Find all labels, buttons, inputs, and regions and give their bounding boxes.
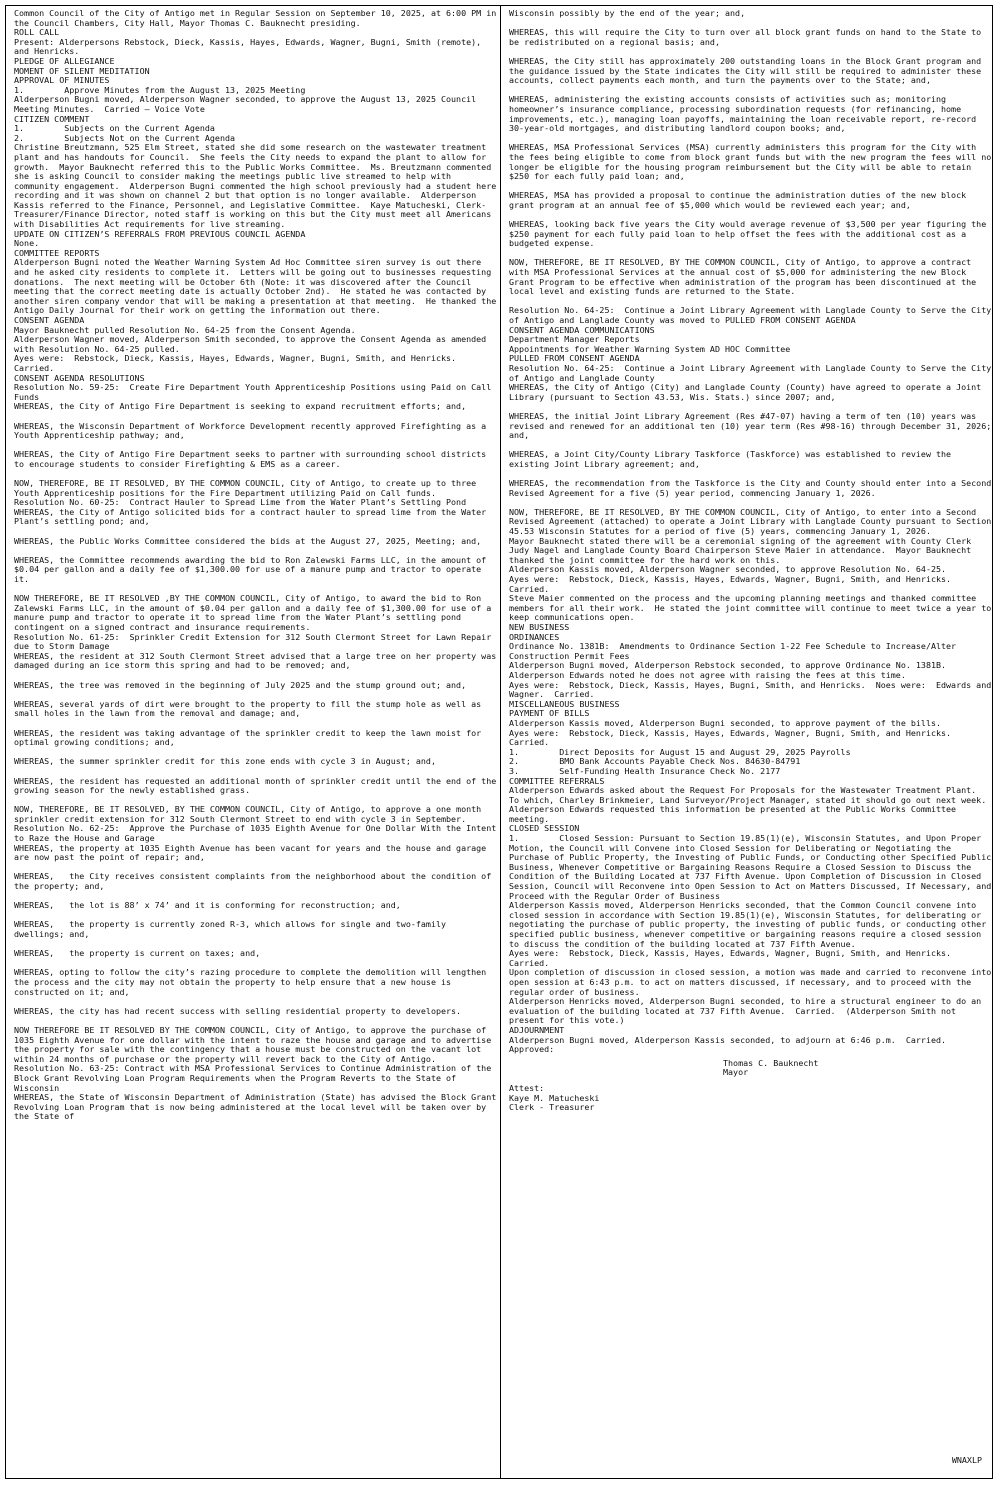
right-column-paragraph: Alderperson Henricks moved, Alderperson Bugni seconded, to hire a structural engineer to do an evaluation of the building located at 737 Fifth Avenue. Carried. (Alderperson Smith not present for this vote.): [509, 996, 987, 1026]
right-column-paragraph: Alderperson Kassis moved, Alderperson Wagner seconded, to approve Resolution No. 64-25.: [509, 564, 947, 575]
right-column-paragraph: Alderperson Bugni moved, Alderperson Kassis seconded, to adjourn at 6:46 p.m. Carried.: [509, 1034, 947, 1045]
left-column-paragraph: WHEREAS, the City of Antigo Fire Department seeks to partner with surrounding school districts to encourage students to consider Firefighting & EMS as a career.: [14, 449, 492, 469]
right-column-paragraph: Alderperson Kassis moved, Alderperson Bugni seconded, to approve payment of the bills.: [509, 717, 942, 728]
left-column-paragraph: WHEREAS, the State of Wisconsin Department of Administration (State) has advised the Block Grant Revolving Loan Program that is now being administered at the local level will be taken over by the State of: [14, 1092, 502, 1122]
right-column-paragraph: Mayor Bauknecht stated there will be a ceremonial signing of the agreement with County Clerk Judy Nagel and Langlade County Board Chairperson Steve Maier in attendance. Mayor Bauknecht thanked the joint committee for the hard work on this.: [509, 535, 977, 565]
right-column-paragraph: WHEREAS, a Joint City/County Library Taskforce (Taskforce) was established to review the existing Joint Library agreement; and,: [509, 449, 957, 469]
left-column-paragraph: NOW, THEREFORE, BE IT RESOLVED, BY THE COMMON COUNCIL, City of Antigo, to create up to three Youth Apprenticeship positions for the Fire Department utilizing Paid on Call funds.: [14, 478, 482, 498]
left-column-paragraph: Alderperson Bugni noted the Weather Warning System Ad Hoc Committee siren survey is out there and he asked city residents to complete it. Letters will be going out to businesses requesting donations. The next meeting will be October 6th (Note: it was discovered after the Council meeting that the correct meeting date is actually October 2nd). He stated he was contacted by another siren company vendor that will be making a presentation at that meeting. He thanked the Antigo Daily Journal for their work on getting the information out there.: [14, 257, 502, 316]
left-column-paragraph: Resolution No. 59-25: Create Fire Department Youth Apprenticeship Positions using Paid on Call Funds: [14, 382, 497, 402]
left-column-paragraph: WHEREAS, the property is current on taxes; and,: [14, 948, 261, 959]
left-column-paragraph: 1. Subjects on the Current Agenda: [14, 123, 215, 134]
left-column-paragraph: ROLL CALL: [14, 27, 60, 38]
right-column-paragraph: ADJOURNMENT: [509, 1024, 565, 1035]
left-column-paragraph: Alderperson Bugni moved, Alderperson Wagner seconded, to approve the August 13, 2025 Council Meeting Minutes. Carried – Voice Vote: [14, 94, 482, 114]
right-column-paragraph: NOW, THEREFORE, BE IT RESOLVED, BY THE COMMON COUNCIL, City of Antigo, to enter into a Second Revised Agreement (attached) to operate a Joint Library with Langlade County pursuant to Section 45.53 Wisconsin Statutes for a period of five (5) years, commencing January 1, 2026.: [509, 506, 997, 537]
left-column-paragraph: Resolution No. 60-25: Contract Hauler to Spread Lime from the Water Plant’s Settling Pond: [14, 497, 467, 508]
left-column: [14, 8, 502, 1122]
left-column-paragraph: Ayes were: Rebstock, Dieck, Kassis, Hayes, Edwards, Wagner, Bugni, Smith, and Henricks. Carried.: [14, 353, 467, 373]
left-column-paragraph: WHEREAS, the property is currently zoned R-3, which allows for single and two-family dwellings; and,: [14, 919, 452, 939]
right-column-paragraph: Appointments for Weather Warning System AD HOC Committee: [509, 343, 791, 354]
right-column-paragraph: Ordinance No. 1381B: Amendments to Ordinance Section 1-22 Fee Schedule to Increase/Alter Construction Permit Fees: [509, 641, 962, 661]
left-column-paragraph: COMMITTEE REPORTS: [14, 247, 100, 258]
right-column-paragraph: 3. Self-Funding Health Insurance Check No. 2177: [509, 765, 781, 776]
left-column-paragraph: WHEREAS, the property at 1035 Eighth Avenue has been vacant for years and the house and garage are now past the point of repair; and,: [14, 842, 492, 863]
right-column-paragraph: WHEREAS, the City of Antigo (City) and Langlade County (County) have agreed to operate a Joint Library (pursuant to Section 43.53, Wis. Stats.) since 2007; and,: [509, 382, 987, 402]
left-column-paragraph: WHEREAS, the resident has requested an additional month of sprinkler credit until the end of the growing season for the newly established grass.: [14, 775, 502, 796]
right-column-paragraph: 1. Direct Deposits for August 15 and August 29, 2025 Payrolls: [509, 746, 851, 757]
right-column-paragraph: WHEREAS, looking back five years the City would average revenue of $3,500 per year figuring the $250 payment for each fully paid loan to help offset the fees with the additional cost as a budgeted expense.: [509, 219, 992, 249]
left-column-paragraph: 2. Subjects Not on the Current Agenda: [14, 132, 236, 143]
left-column-paragraph: Alderperson Wagner moved, Alderperson Smith seconded, to approve the Consent Agenda as amended with Resolution No. 64-25 pulled.: [14, 334, 492, 354]
left-column-paragraph: NOW THEREFORE, BE IT RESOLVED ,BY THE COMMON COUNCIL, City of Antigo, to award the bid to Ron Zalewski Farms LLC, in the amount of $0.04 per gallon and a daily fee of $1,300.00 for use of a manure pump and tractor to operate it to spread lime from the Water Plant’s settling pond contingent on a signed contract and insurance requirements.: [14, 593, 497, 632]
right-column-paragraph: Wisconsin possibly by the end of the year; and,: [509, 8, 746, 18]
left-column-paragraph: WHEREAS, the resident was taking advantage of the sprinkler credit to keep the lawn moist for optimal growing conditions; and,: [14, 727, 487, 748]
right-column-paragraph: 2. BMO Bank Accounts Payable Check Nos. 84630-84791: [509, 756, 801, 767]
left-column-paragraph: WHEREAS, the Committee recommends awarding the bid to Ron Zalewski Farms LLC, in the amount of $0.04 per gallon and a daily fee of $1,300.00 for use of a manure pump and tractor to operate it.: [14, 554, 492, 585]
left-column-paragraph: WHEREAS, the resident at 312 South Clermont Street advised that a large tree on her property was damaged during an ice storm this spring and had to be removed; and,: [14, 650, 502, 671]
right-column-paragraph: CONSENT AGENDA COMMUNICATIONS: [509, 324, 655, 335]
left-column-paragraph: NOW THEREFORE BE IT RESOLVED BY THE COMMON COUNCIL, City of Antigo, to approve the purchase of 1035 Eighth Avenue for one dollar with the intent to raze the house and garage and to advertise the property for sale with the contingency that a house must be constructed on the vacant lot within 24 months of purchase or the property will revert back to the City of Antigo.: [14, 1024, 497, 1064]
clerk-name: Kaye M. Matucheski: [509, 1092, 600, 1103]
left-column-paragraph: UPDATE ON CITIZEN’S REFERRALS FROM PREVIOUS COUNCIL AGENDA: [14, 228, 306, 239]
right-column-paragraph: WHEREAS, the City still has approximately 200 outstanding loans in the Block Grant program and the guidance issued by the State indicates the City will still be required to administer these accounts, collect payments each month, and turn the payments over to the State; and,: [509, 55, 987, 86]
right-column-paragraph: ORDINANCES: [509, 631, 560, 642]
attest-label: Attest:: [509, 1082, 545, 1093]
right-column-paragraph: WHEREAS, administering the existing accounts consists of activities such as; monitoring homeowner’s insurance compliance, processing subordination requests (for refinancing, home improvements, etc.), managing loan payoffs, maintaining the loan receivable report, re-record 30-year-old mortgages, and distributing landlord coupon books; and,: [509, 94, 982, 134]
left-column-paragraph: CITIZEN COMMENT: [14, 113, 90, 124]
left-column-paragraph: WHEREAS, the lot is 88’ x 74’ and it is conforming for reconstruction; and,: [14, 900, 401, 911]
right-column-paragraph: Resolution No. 64-25: Continue a Joint Library Agreement with Langlade County to Serve the City of Antigo and Langlade County: [509, 362, 997, 383]
left-column-paragraph: Present: Alderpersons Rebstock, Dieck, Kassis, Hayes, Edwards, Wagner, Bugni, Smith (remote), and Henricks.: [14, 36, 487, 57]
right-column-paragraph: Approved:: [509, 1044, 555, 1055]
right-column-paragraph: Upon completion of discussion in closed session, a motion was made and carried to reconvene into open session at 6:43 p.m. to act on matters discussed, if necessary, and to proceed with the regular order of business.: [509, 967, 997, 997]
right-column-paragraph: Resolution No. 64-25: Continue a Joint Library Agreement with Langlade County to Serve the City of Antigo and Langlade County was moved to PULLED FROM CONSENT AGENDA: [509, 305, 997, 325]
left-column-paragraph: None.: [14, 238, 40, 249]
right-column: [509, 8, 997, 1113]
right-column-paragraph: Alderperson Bugni moved, Alderperson Rebstock seconded, to approve Ordinance No. 1381B.: [509, 660, 947, 671]
left-column-paragraph: WHEREAS, the City of Antigo Fire Department is seeking to expand recruitment efforts; and,: [14, 401, 467, 412]
mayor-title: Mayor: [723, 1067, 749, 1078]
left-column-paragraph: WHEREAS, several yards of dirt were brought to the property to fill the stump hole as well as small holes in the lawn from the removal and damage; and,: [14, 698, 487, 719]
left-column-paragraph: APPROVAL OF MINUTES: [14, 75, 110, 86]
right-column-paragraph: Ayes were: Rebstock, Dieck, Kassis, Hayes, Bugni, Smith, and Henricks. Noes were: Edwards and Wagner. Carried.: [509, 679, 997, 700]
right-column-paragraph: Alderperson Edwards noted he does not agree with raising the fees at this time.: [509, 669, 906, 680]
right-column-paragraph: Alderperson Edwards asked about the Request For Proposals for the Wastewater Treatment Plant. To which, Charley Brinkmeier, Land Surveyor/Project Manager, stated it should go out next week. Alderperson Edwards requested this information be presented at the Public Works Committee meeting.: [509, 785, 997, 824]
left-column-paragraph: Resolution No. 61-25: Sprinkler Credit Extension for 312 South Clermont Street for Lawn Repair due to Storm Damage: [14, 631, 497, 652]
right-column-paragraph: Alderperson Kassis moved, Alderperson Henricks seconded, that the Common Council convene into closed session in accordance with Section 19.85(1)(e), Wisconsin Statutes, for deliberating or negotiating the purchase of public property, the investing of public funds, or conducting other specified public business, whenever competitive or bargaining reasons require a closed session to discuss the condition of the building located at 737 Fifth Avenue.: [509, 900, 992, 949]
right-column-paragraph: PAYMENT OF BILLS: [509, 708, 590, 719]
left-column-paragraph: 1. Approve Minutes from the August 13, 2025 Meeting: [14, 84, 306, 95]
right-column-paragraph: NEW BUSINESS: [509, 622, 570, 632]
left-column-paragraph: WHEREAS, opting to follow the city’s razing procedure to complete the demolition will lengthen the process and the city may not obtain the property to help ensure that a new house is constructed on it; and,: [14, 967, 492, 997]
right-column-paragraph: WHEREAS, this will require the City to turn over all block grant funds on hand to the State to be redistributed on a regional basis; and,: [509, 27, 987, 47]
right-column-paragraph: MISCELLANEOUS BUSINESS: [509, 698, 620, 709]
right-column-paragraph: PULLED FROM CONSENT AGENDA: [509, 353, 640, 364]
right-column-paragraph: WHEREAS, the recommendation from the Taskforce is the City and County should enter into a Second Revised Agreement for a five (5) year period, commencing January 1, 2026.: [509, 478, 997, 498]
right-column-paragraph: NOW, THEREFORE, BE IT RESOLVED, BY THE COMMON COUNCIL, City of Antigo, to approve a contract with MSA Professional Services at the annual cost of $5,000 for administering the new Block Grant Program to be effective when administration of the program has been discontinued at the local level and existing funds are returned to the State.: [509, 257, 982, 297]
right-column-paragraph: Ayes were: Rebstock, Dieck, Kassis, Hayes, Edwards, Wagner, Bugni, Smith, and Henricks. Carried.: [509, 948, 962, 968]
left-column-paragraph: NOW, THEREFORE, BE IT RESOLVED, BY THE COMMON COUNCIL, City of Antigo, to approve a one month sprinkler credit extension for 312 South Clermont Street to end with cycle 3 in September.: [14, 804, 487, 824]
left-column-paragraph: PLEDGE OF ALLEGIANCE: [14, 55, 115, 66]
left-column-paragraph: CONSENT AGENDA RESOLUTIONS: [14, 372, 145, 383]
left-column-paragraph: WHEREAS, the summer sprinkler credit for this zone ends with cycle 3 in August; and,: [14, 756, 436, 767]
right-column-paragraph: COMMITTEE REFERRALS: [509, 775, 605, 786]
mayor-name: Thomas C. Bauknecht: [723, 1057, 819, 1068]
right-column-paragraph: WHEREAS, MSA Professional Services (MSA) currently administers this program for the City with the fees being eligible to come from block grant funds but with the new program the fees will no longer be eligible for the housing program reimbursement but the City will be able to retain $250 for each fully paid loan; and,: [509, 142, 997, 182]
left-column-paragraph: WHEREAS, the Wisconsin Department of Workforce Development recently approved Firefighting as a Youth Apprenticeship pathway; and,: [14, 420, 492, 441]
left-column-paragraph: WHEREAS, the Public Works Committee considered the bids at the August 27, 2025, Meeting; and,: [14, 535, 482, 546]
left-column-paragraph: Resolution No. 62-25: Approve the Purchase of 1035 Eighth Avenue for One Dollar With the Intent to Raze the House and Garage: [14, 823, 502, 844]
left-column-paragraph: Resolution No. 63-25: Contract with MSA Professional Services to Continue Administration of the Block Grant Revolving Loan Program Requirements when the Program Reverts to the State of Wisconsin: [14, 1063, 497, 1093]
publication-code: WNAXLP: [951, 1455, 982, 1466]
legal-notice-page: [5, 5, 997, 1479]
left-column-paragraph: MOMENT OF SILENT MEDITATION: [14, 65, 150, 76]
left-column-paragraph: Common Council of the City of Antigo met in Regular Session on September 10, 2025, at 6:00 PM in the Council Chambers, City Hall, Mayor Thomas C. Bauknecht presiding.: [14, 8, 502, 28]
right-column-paragraph: Ayes were: Rebstock, Dieck, Kassis, Hayes, Edwards, Wagner, Bugni, Smith, and Henricks. Carried.: [509, 574, 962, 594]
left-column-paragraph: WHEREAS, the tree was removed in the beginning of July 2025 and the stump ground out; and,: [14, 679, 467, 690]
left-column-paragraph: CONSENT AGENDA: [14, 315, 85, 325]
left-column-paragraph: Christine Breutzmann, 525 Elm Street, stated she did some research on the wastewater treatment plant and has handouts for Council. She feels the City needs to expand the plant to allow for growth. Mayor Bauknecht referred this to the Public Works Committee. Ms. Breutzmann commented she is asking Council to consider making the meetings public live streamed to help with community engagement. Alderperson Bugni commented the high school previously had a student here recording and it was shown on channel 2 but that option is no longer available. Alderperson Kassis referred to the Finance, Personnel, and Legislative Committee. Kaye Matucheski, Clerk-Treasurer/Finance Director, noted staff is working on this but the City must meet all Americans with Disabilities Act requirements for live streaming.: [14, 142, 502, 230]
right-column-paragraph: Department Manager Reports: [509, 334, 640, 345]
right-column-paragraph: Steve Maier commented on the process and the upcoming planning meetings and thanked committee members for all their work. He stated the joint committee will continue to meet twice a year to keep communications open.: [509, 593, 997, 623]
left-column-paragraph: WHEREAS, the City receives consistent complaints from the neighborhood about the condition of the property; and,: [14, 871, 497, 892]
left-column-paragraph: WHEREAS, the City of Antigo solicited bids for a contract hauler to spread lime from the Water Plant’s settling pond; and,: [14, 506, 492, 527]
right-column-paragraph: WHEREAS, the initial Joint Library Agreement (Res #47-07) having a term of ten (10) years was revised and renewed for an additional ten (10) year term (Res #98-16) through December 31, 2026; and,: [509, 410, 997, 441]
clerk-title: Clerk - Treasurer: [509, 1102, 595, 1113]
right-column-paragraph: WHEREAS, MSA has provided a proposal to continue the administration duties of the new block grant program at an annual fee of $5,000 which would be reviewed each year; and,: [509, 190, 972, 210]
left-column-paragraph: WHEREAS, the city has had recent success with selling residential property to developers.: [14, 1005, 462, 1016]
right-column-paragraph: 1. Closed Session: Pursuant to Section 19.85(1)(e), Wisconsin Statutes, and Upon Proper Motion, the Council will Convene into Closed Session for Deliberating or Negotiating the Purchase of Public Property, the Investing of Public Funds, or Conducting other Specified Public Business, Whenever Competitive or Bargaining Reasons Require a Closed Session to Discuss the Condition of the Building Located at 737 Fifth Avenue. Upon Completion of Discussion in Closed Session, Council will Reconvene into Open Session to Act on Matters Discussed, If Necessary, and Proceed with the Regular Order of Business: [509, 833, 997, 901]
right-column-paragraph: Ayes were: Rebstock, Dieck, Kassis, Hayes, Edwards, Wagner, Bugni, Smith, and Henricks. Carried.: [509, 727, 962, 748]
column-divider: [500, 6, 501, 1478]
left-column-paragraph: Mayor Bauknecht pulled Resolution No. 64-25 from the Consent Agenda.: [14, 324, 356, 335]
right-column-paragraph: CLOSED SESSION: [509, 823, 580, 834]
